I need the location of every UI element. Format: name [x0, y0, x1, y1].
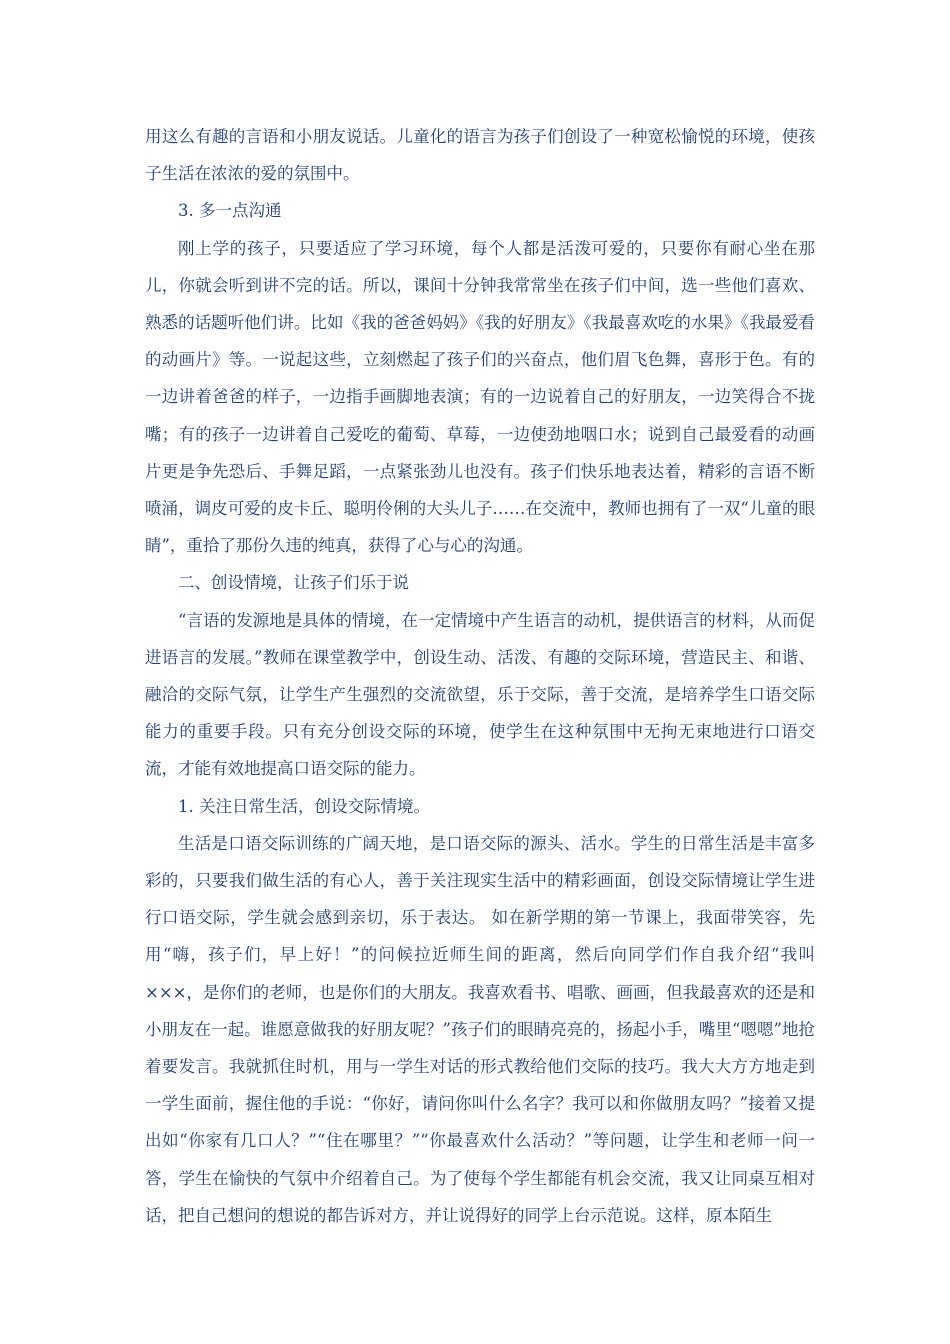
- paragraph-communication: 刚上学的孩子，只要适应了学习环境，每个人都是活泼可爱的，只要你有耐心坐在那儿，你就会听到讲不完的话。所以，课间十分钟我常常坐在孩子们中间，选一些他们喜欢、熟悉的话题听他们讲。比如《我的爸爸妈妈》《我的好朋友》《我最喜欢吃的水果》《我最爱看的动画片》等。一说起这些，立刻燃起了孩子们的兴奋点，他们眉飞色舞，喜形于色。有的一边讲着爸爸的样子，一边指手画脚地表演；有的一边说着自己的好朋友，一边笑得合不拢嘴；有的孩子一边讲着自己爱吃的葡萄、草莓，一边使劲地咽口水；说到自己最爱看的动画片更是争先恐后、手舞足蹈，一点紧张劲儿也没有。孩子们快乐地表达着，精彩的言语不断喷涌，调皮可爱的皮卡丘、聪明伶俐的大头儿子……在交流中，教师也拥有了一双“儿童的眼睛”，重拾了那份久违的纯真，获得了心与心的沟通。: [145, 238, 815, 556]
- section-heading-communication: 3. 多一点沟通: [178, 201, 282, 221]
- paragraph-daily-life: 生活是口语交际训练的广阔天地，是口语交际的源头、活水。学生的日常生活是丰富多彩的，只要我们做生活的有心人，善于关注现实生活中的精彩画面，创设交际情境让学生进行口语交际，学生就会感到亲切，乐于表达。 如在新学期的第一节课上，我面带笑容，先用“嗨，孩子们，早上好！”的问候拉近师生间的距离，然后向同学们作自我介绍“我叫×××，是你们的老师，也是你们的大朋友。我喜欢看书、唱歌、画画，但我最喜欢的还是和小朋友在一起。谁愿意做我的好朋友呢？”孩子们的眼睛亮亮的，扬起小手，嘴里“嗯嗯”地抢着要发言。我就抓住时机，用与一学生对话的形式教给他们交际的技巧。我大大方方地走到一学生面前，握住他的手说：“你好，请问你叫什么名字？我可以和你做朋友吗？”接着又提出如“你家有几口人？”“住在哪里？”“你最喜欢什么活动？”等问题，让学生和老师一问一答，学生在愉快的气氛中介绍着自己。为了使每个学生都能有机会交流，我又让同桌互相对话，把自己想问的想说的都告诉对方，并让说得好的同学上台示范说。这样，原本陌生: [145, 833, 815, 1225]
- paragraph-create-situations: “言语的发源地是具体的情境，在一定情境中产生语言的动机，提供语言的材料，从而促进语言的发展。”教师在课堂教学中，创设生动、活泼、有趣的交际环境，营造民主、和谐、融洽的交际气氛，让学生产生强烈的交流欲望，乐于交际，善于交流，是培养学生口语交际能力的重要手段。只有充分创设交际的环境，使学生在这种氛围中无拘无束地进行口语交流，才能有效地提高口语交际的能力。: [145, 610, 815, 779]
- section-heading-daily-life: 1. 关注日常生活，创设交际情境。: [178, 796, 430, 816]
- paragraph-continuation: 用这么有趣的言语和小朋友说话。儿童化的语言为孩子们创设了一种宽松愉悦的环境，使孩子生活在浓浓的爱的氛围中。: [145, 127, 815, 184]
- section-heading-create-situations: 二、创设情境，让孩子们乐于说: [178, 573, 409, 593]
- document-body: [145, 118, 815, 1234]
